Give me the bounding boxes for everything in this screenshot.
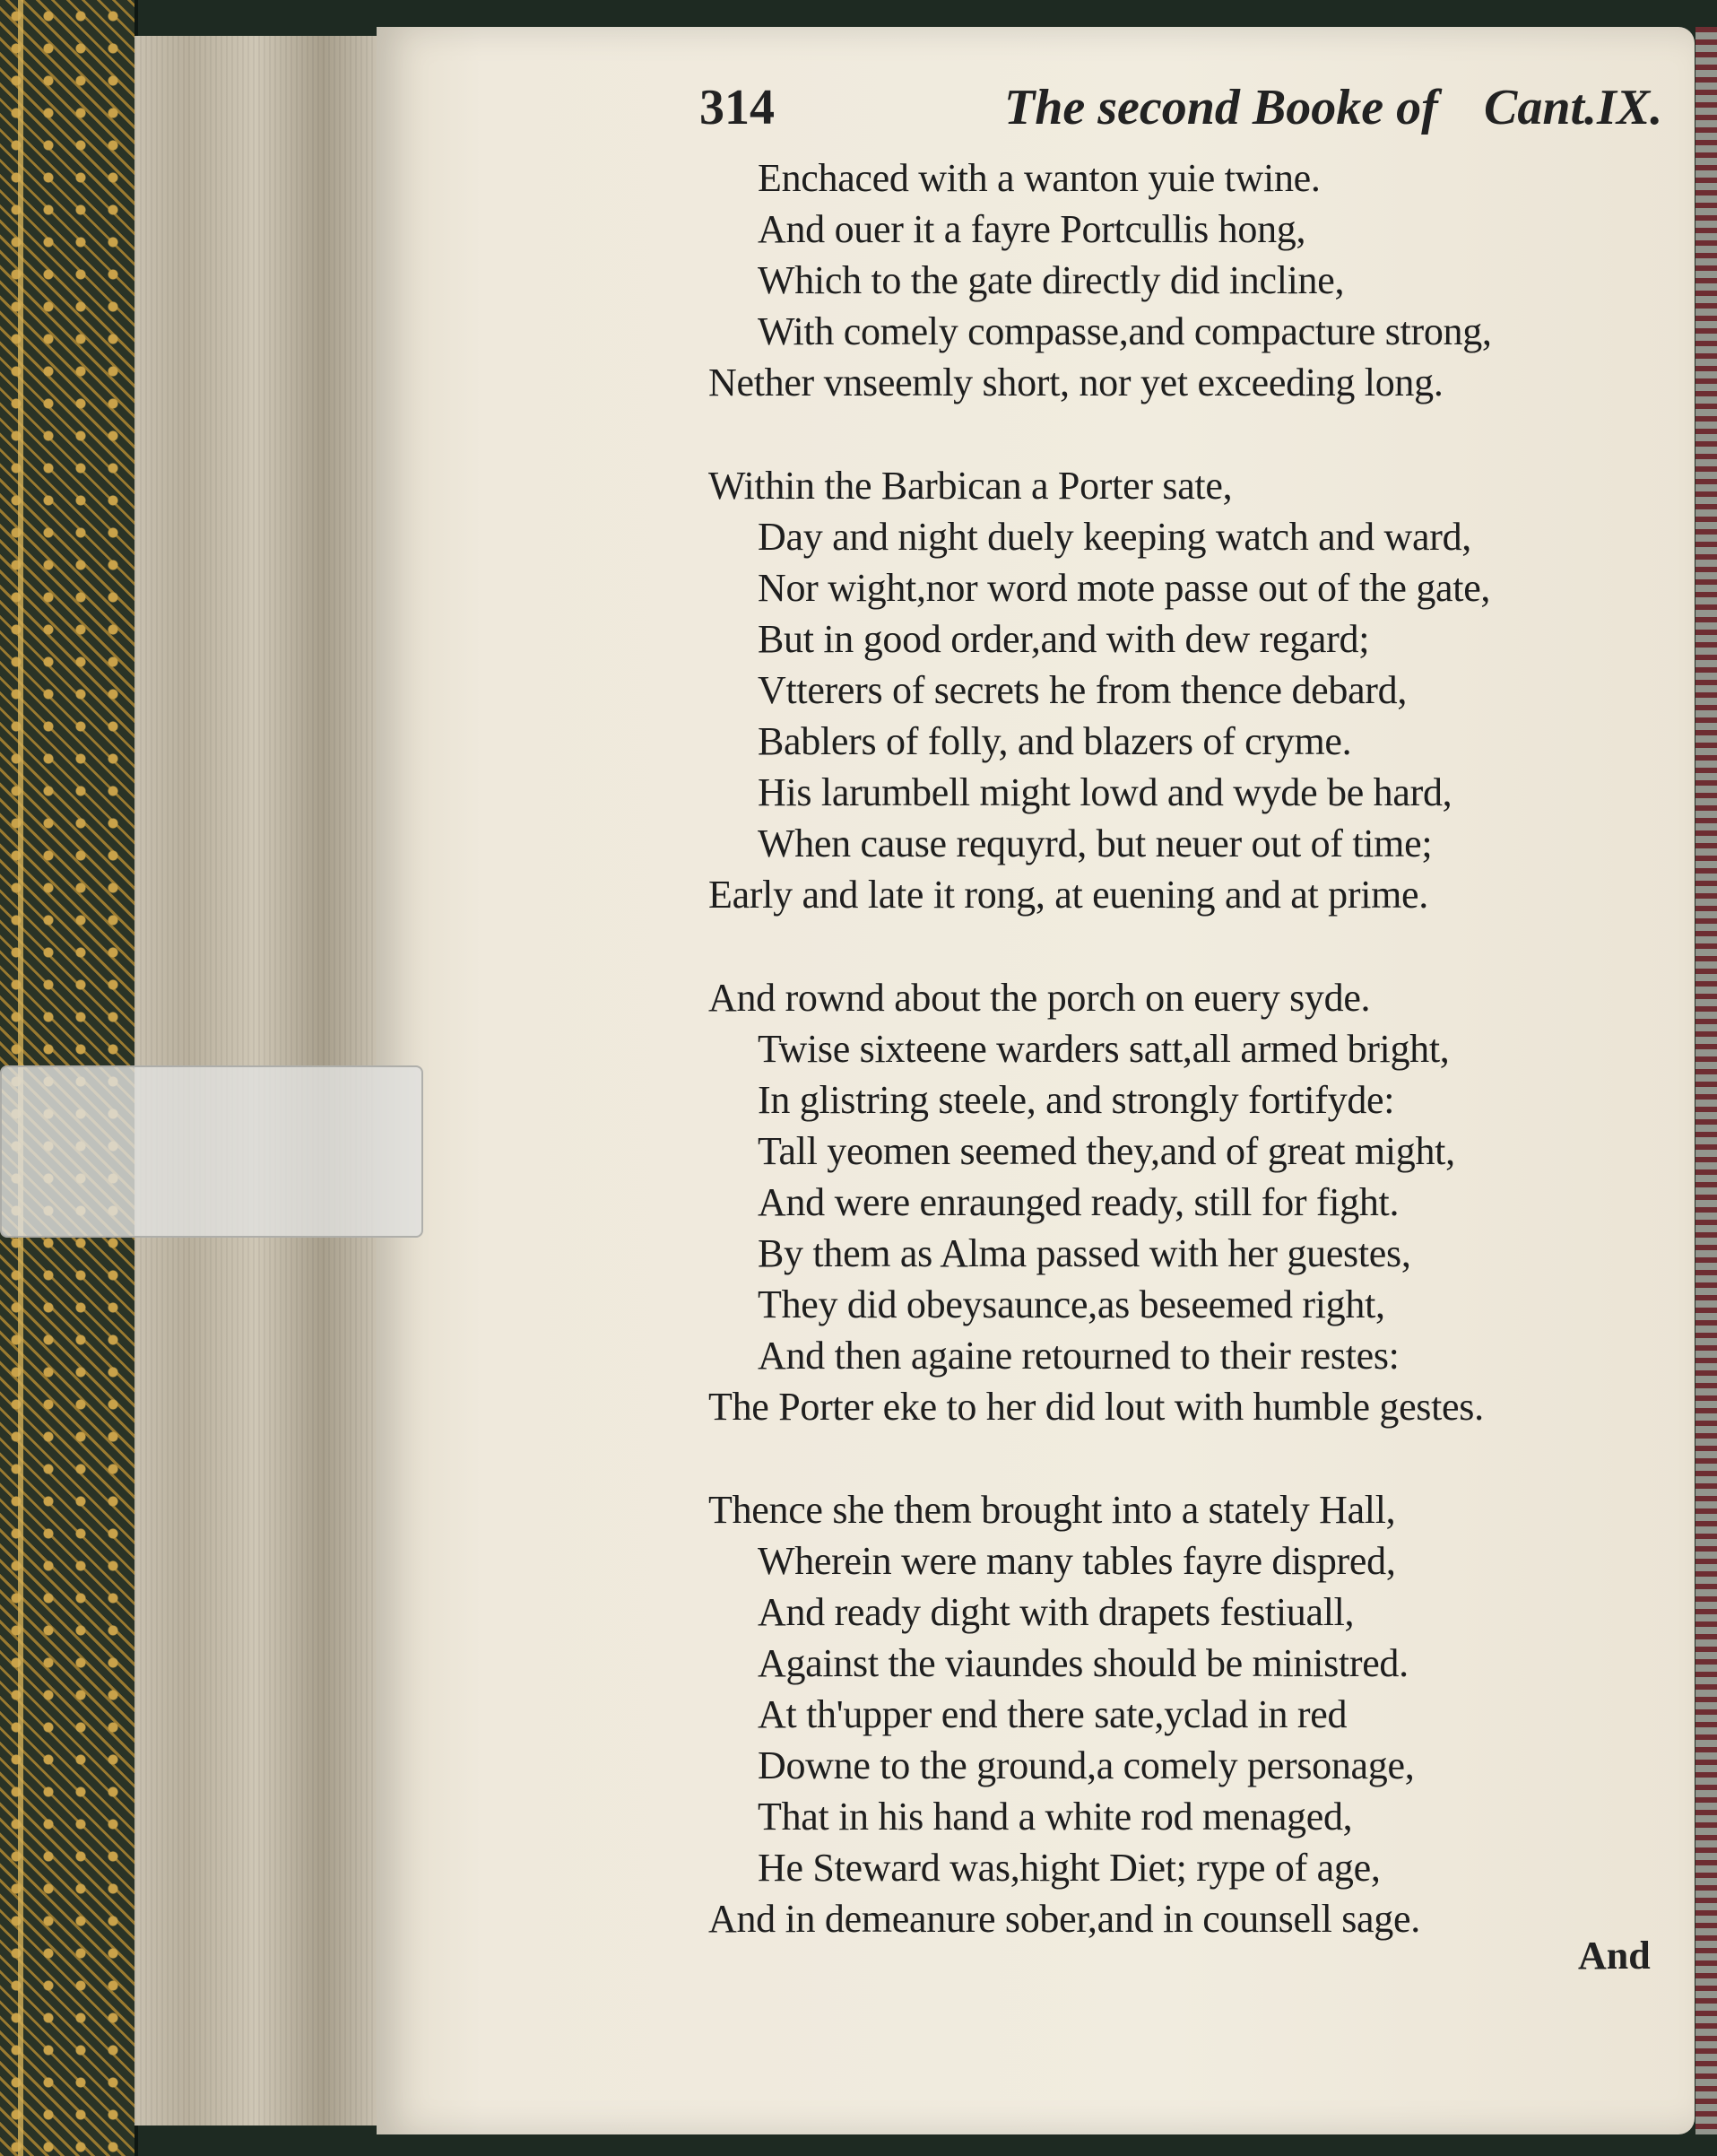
catchword: And [1578,1934,1651,1978]
canto-label: Cant.IX. [1484,80,1663,135]
page-clip [0,1065,423,1238]
verse-line: By them as Alma passed with her guestes, [758,1231,1411,1275]
verse-line: Against the viaundes should be ministred. [758,1641,1409,1685]
verse-line: In glistring steele, and strongly fortifyde: [758,1078,1395,1122]
running-title: The second Booke of [1004,80,1438,135]
stanza [708,972,1650,1432]
verse-line: They did obeysaunce,as beseemed right, [758,1282,1385,1326]
verse-line: Nether vnseemly short, nor yet exceeding long. [708,361,1444,404]
verse-line: Enchaced with a wanton yuie twine. [758,156,1321,200]
verse-line: Day and night duely keeping watch and ward, [758,515,1471,559]
verse-line: But in good order,and with dew regard; [758,617,1370,661]
verse-line: And ouer it a fayre Portcullis hong, [758,207,1306,251]
verse-line: And rownd about the porch on euery syde. [708,976,1371,1020]
verse-line: He Steward was,hight Diet; rype of age, [758,1846,1381,1890]
verse-line: Tall yeomen seemed they,and of great might, [758,1129,1455,1173]
stanza [708,152,1650,408]
poem-text [708,152,1650,1996]
bookmark-ribbon [1695,27,1717,2134]
page-number: 314 [699,80,775,135]
verse-line: And then againe retourned to their restes: [758,1334,1400,1378]
verse-line: That in his hand a white rod menaged, [758,1795,1353,1839]
verse-line: Vtterers of secrets he from thence debard, [758,668,1408,712]
verse-line: When cause requyrd, but neuer out of time; [758,822,1433,865]
verse-line: Bablers of folly, and blazers of cryme. [758,719,1352,763]
verse-line: Within the Barbican a Porter sate, [708,464,1233,508]
verse-line: And in demeanure sober,and in counsell sage. [708,1897,1420,1941]
verse-line: And were enraunged ready, still for fight. [758,1180,1400,1224]
verse-line: Nor wight,nor word mote passe out of the gate, [758,566,1491,610]
stanza [708,1484,1650,1944]
verse-line: Early and late it rong, at euening and at prime. [708,873,1428,917]
verse-line: His larumbell might lowd and wyde be hard, [758,770,1453,814]
verse-line: Downe to the ground,a comely personage, [758,1743,1415,1787]
verse-line: Wherein were many tables fayre dispred, [758,1539,1396,1583]
stanza [708,460,1650,920]
verse-line: Twise sixteene warders satt,all armed bright, [758,1027,1450,1071]
verse-line: Which to the gate directly did incline, [758,258,1345,302]
verse-line: Thence she them brought into a stately Hall, [708,1488,1396,1532]
verse-line: And ready dight with drapets festiuall, [758,1590,1355,1634]
verse-line: The Porter eke to her did lout with humble gestes. [708,1385,1484,1429]
verse-line: With comely compasse,and compacture strong, [758,309,1492,353]
verse-line: At th'upper end there sate,yclad in red [758,1692,1348,1736]
